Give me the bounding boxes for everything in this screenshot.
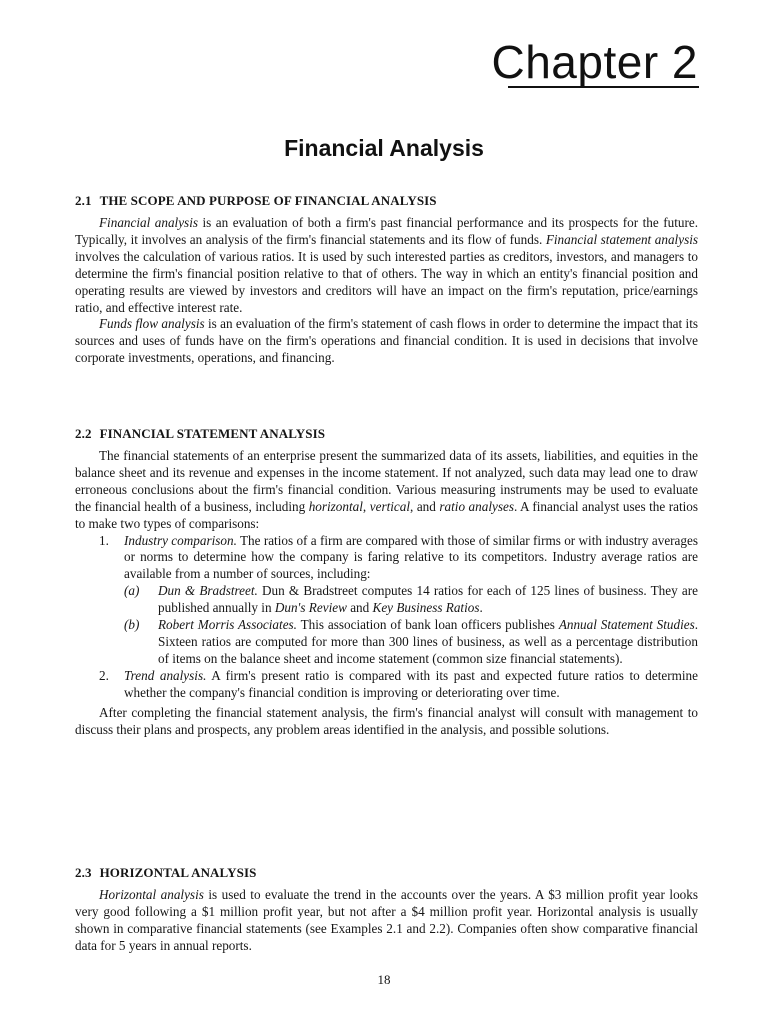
- paragraph-text: The financial statements of an enterprise present the summarized data of its assets, liabilities, and equities in the balance sheet and its revenue and expenses in the income statement. If not analyzed, such data may lead one to draw erroneous conclusions about the firm's financial condition. Various measuring instruments may be used to evaluate the financial health of a business, including: [75, 448, 698, 514]
- chapter-heading: Chapter 2: [491, 36, 698, 88]
- section-2-3: [75, 865, 698, 955]
- term: Dun's Review: [274, 600, 347, 616]
- section-number: 2.3: [75, 865, 92, 880]
- paragraph-text: . A financial analyst uses the ratios to make two types of comparisons:: [75, 498, 699, 531]
- section-heading: [75, 426, 698, 442]
- section-2-2: [75, 426, 698, 738]
- chapter-underline: [508, 86, 699, 88]
- paragraph-text: is an evaluation of the firm's statement of cash flows in order to determine the impact that its sources and uses of funds have on the firm's operations and financial condition. It is used in decisions that involve corporate investments, operations, and financing.: [75, 316, 698, 366]
- separator: .: [479, 600, 483, 616]
- list-marker: (a): [124, 583, 140, 599]
- list-marker: 2.: [99, 667, 109, 683]
- list-marker: (b): [124, 617, 140, 633]
- term: Annual Statement Studies: [558, 617, 695, 633]
- page-number: 18: [377, 972, 391, 987]
- section-2-1: [75, 193, 698, 367]
- section-heading: [75, 865, 698, 881]
- sub-list-item: [124, 617, 698, 668]
- term: Robert Morris Associates.: [158, 617, 297, 633]
- section-number: 2.1: [75, 193, 92, 208]
- separator: ,: [362, 498, 370, 514]
- comparison-list: [75, 533, 698, 702]
- term: Key Business Ratios: [372, 600, 480, 616]
- paragraph: After completing the financial statement analysis, the firm's financial analyst will consult with management to discuss their plans and prospects, any problem areas identified in the analysis, and possible solutions.: [75, 704, 698, 737]
- separator: , and: [410, 498, 440, 514]
- paragraph: [75, 887, 698, 955]
- section-number: 2.2: [75, 426, 92, 441]
- term: Trend analysis.: [124, 667, 207, 683]
- section-title: FINANCIAL STATEMENT ANALYSIS: [99, 426, 326, 441]
- list-item-text: A firm's present ratio is compared with its past and expected future ratios to determine whether the company's financial condition is improving or deteriorating over time.: [124, 667, 699, 700]
- list-marker: 1.: [99, 532, 109, 548]
- term: vertical: [369, 498, 411, 514]
- section-title: HORIZONTAL ANALYSIS: [99, 865, 257, 880]
- term: Funds flow analysis: [99, 316, 205, 332]
- list-item: [75, 533, 698, 668]
- paragraph-text: is used to evaluate the trend in the accounts over the years. A $3 million profit year looks very good following a $1 million profit year, but not after a $4 million profit year. Horizontal analysis is usually shown in comparative financial statements (see Examples 2.1 and 2.2). Companies often show comparative financial data for 5 years in annual reports.: [75, 887, 698, 953]
- paragraph: [75, 316, 698, 367]
- paragraph: [75, 215, 698, 316]
- list-item-text: The ratios of a firm are compared with those of similar firms or with industry averages or norms to determine how the company is faring relative to its competitors. Industry average ratios are available from a number of sources, including:: [124, 532, 698, 582]
- term: Financial statement analysis: [545, 231, 698, 247]
- paragraph-text: is an evaluation of both a firm's past financial performance and its prospects for the future. Typically, it involves an analysis of the firm's financial statements and its flow of funds.: [75, 215, 698, 247]
- paragraph-text: involves the calculation of various ratios. It is used by such interested parties as creditors, investors, and managers to determine the firm's financial position relative to that of others. The way in which an entity's financial position and operating results are viewed by investors and creditors will have an impact on the firm's reputation, price/earnings ratio, and effective interest rate.: [75, 248, 698, 315]
- page-title: Financial Analysis: [284, 135, 484, 161]
- section-heading: [75, 193, 698, 209]
- section-title: THE SCOPE AND PURPOSE OF FINANCIAL ANALYSIS: [99, 193, 437, 208]
- paragraph: [75, 448, 698, 533]
- list-item: [75, 668, 698, 702]
- list-item-text: This association of bank loan officers publishes: [296, 617, 559, 633]
- term: ratio analyses: [439, 498, 514, 514]
- term: horizontal: [308, 498, 363, 514]
- sub-list-item: [124, 583, 698, 617]
- term: Dun & Bradstreet.: [158, 583, 258, 599]
- list-item-text: Dun & Bradstreet computes 14 ratios for each of 125 lines of business. They are published annually in: [158, 583, 698, 616]
- separator: and: [346, 600, 373, 616]
- term: Horizontal analysis: [99, 887, 204, 902]
- term: Financial analysis: [99, 215, 198, 230]
- list-item-text: . Sixteen ratios are computed for more than 300 lines of business, as well as a percentage distribution of items on the balance sheet and income statement (common size financial statements).: [158, 617, 699, 666]
- term: Industry comparison.: [124, 532, 237, 548]
